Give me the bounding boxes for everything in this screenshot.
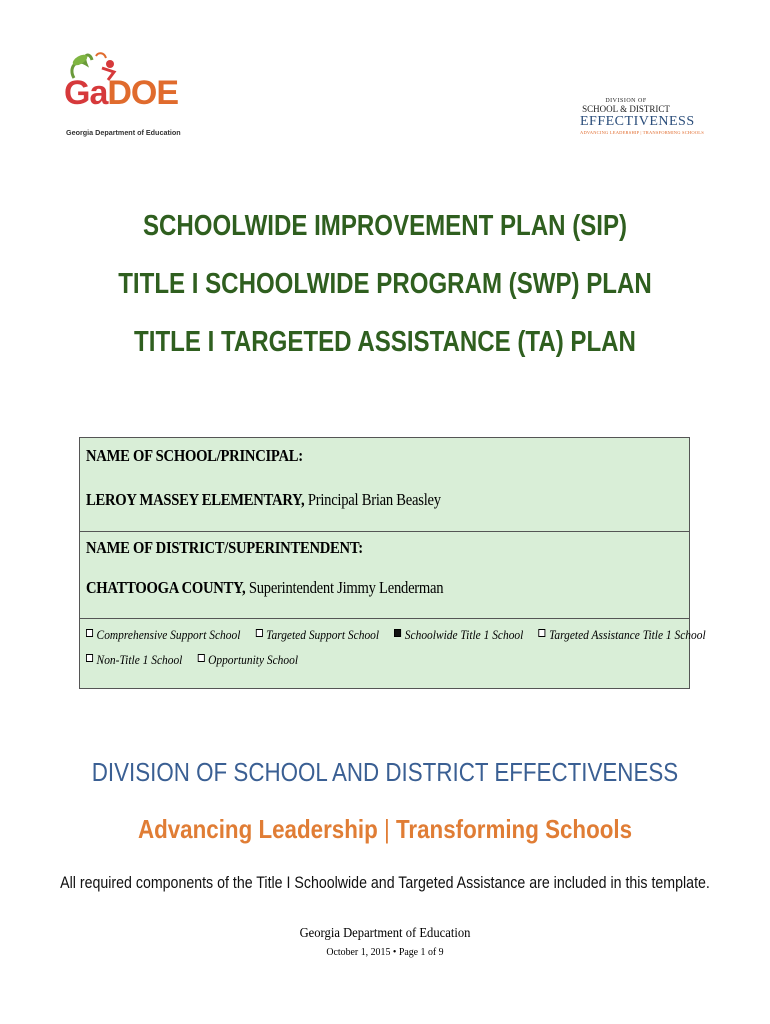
division-logo — [580, 98, 704, 135]
designation-row-1 — [86, 627, 718, 643]
option-comprehensive-support[interactable]: Comprehensive Support School — [86, 627, 240, 643]
checkbox[interactable] — [539, 629, 546, 637]
division-logo-line3: EFFECTIVENESS — [580, 113, 695, 129]
footer-date-page: October 1, 2015 • Page 1 of 9 — [326, 946, 444, 958]
checkbox[interactable] — [256, 629, 263, 637]
title-ta: TITLE I TARGETED ASSISTANCE (TA) PLAN — [134, 326, 636, 358]
option-schoolwide-title1[interactable]: Schoolwide Title 1 School — [394, 627, 523, 643]
template-note: All required components of the Title I Schoolwide and Targeted Assistance are included in this template. — [60, 874, 710, 892]
title-sip: SCHOOLWIDE IMPROVEMENT PLAN (SIP) — [142, 210, 628, 242]
school-name: LEROY MASSEY ELEMENTARY, — [86, 490, 305, 509]
division-title: DIVISION OF SCHOOL AND DISTRICT EFFECTIVENESS — [91, 757, 679, 787]
division-logo-line2: SCHOOL & DISTRICT — [582, 104, 670, 114]
designation-row-2 — [86, 652, 310, 668]
plan-titles — [0, 212, 770, 386]
division-logo-line4: ADVANCING LEADERSHIP | TRANSFORMING SCHOOLS — [580, 129, 704, 135]
checkbox[interactable] — [86, 654, 93, 662]
school-value — [86, 490, 441, 510]
district-label: NAME OF DISTRICT/SUPERINTENDENT: — [86, 538, 363, 557]
gadoe-tagline: Georgia Department of Education — [66, 128, 181, 137]
option-opportunity-school[interactable]: Opportunity School — [198, 652, 298, 668]
school-section — [80, 438, 689, 532]
designation-section — [80, 618, 706, 688]
school-principal: Principal Brian Beasley — [304, 490, 441, 509]
option-targeted-support[interactable]: Targeted Support School — [256, 627, 379, 643]
title-swp: TITLE I SCHOOLWIDE PROGRAM (SWP) PLAN — [118, 268, 652, 300]
division-logo-line1: DIVISION OF — [605, 98, 647, 104]
gadoe-logo — [62, 50, 181, 138]
school-label: NAME OF SCHOOL/PRINCIPAL: — [86, 446, 303, 465]
district-name: CHATTOOGA COUNTY, — [86, 578, 246, 597]
school-info-box — [79, 437, 706, 689]
option-targeted-assistance-title1[interactable]: Targeted Assistance Title 1 School — [539, 627, 706, 643]
checkbox[interactable] — [198, 654, 205, 662]
checkbox[interactable] — [86, 629, 93, 637]
gadoe-wordmark: GaDOE — [64, 74, 179, 112]
option-non-title1[interactable]: Non-Title 1 School — [86, 652, 182, 668]
district-superintendent: Superintendent Jimmy Lenderman — [245, 578, 444, 597]
footer-org: Georgia Department of Education — [299, 926, 471, 941]
district-value — [86, 578, 443, 598]
district-section — [80, 531, 689, 619]
division-tagline: Advancing Leadership | Transforming Schools — [137, 814, 633, 844]
checkbox-checked[interactable] — [394, 629, 401, 637]
